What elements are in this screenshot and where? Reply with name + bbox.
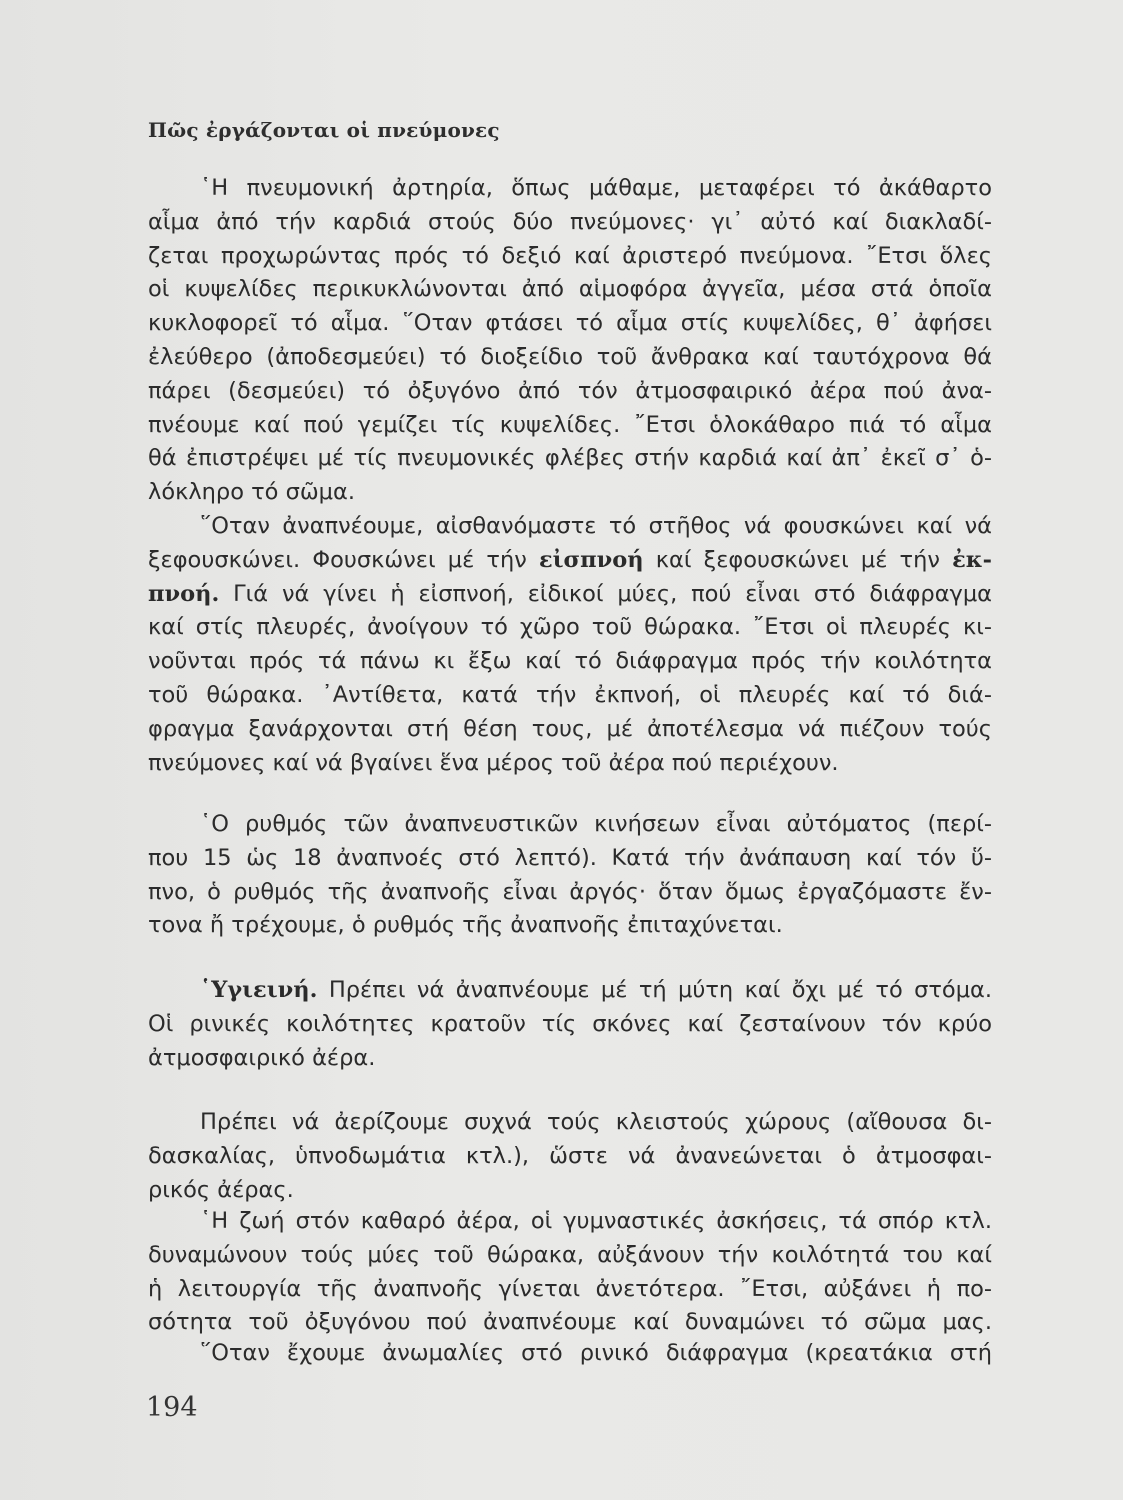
text-line: τοῦ θώρακα. ᾿Αντίθετα, κατά τήν ἐκπνοή, οἱ πλευρές καί τό διά- xyxy=(148,681,992,708)
text-line: ῞Οταν ἀναπνέουμε, αἰσθανόμαστε τό στῆθος νά φουσκώνει καί νά xyxy=(200,513,992,539)
text-line: πνο, ὁ ρυθμός τῆς ἀναπνοῆς εἶναι ἀργός· ὅταν ὅμως ἐργαζόμαστε ἔν- xyxy=(148,878,992,905)
term-exhalation-part2: πνοή. xyxy=(148,580,220,607)
text-line: ἐλεύθερο (ἀποδεσμεύει) τό διοξείδιο τοῦ ἄνθρακα καί ταυτόχρονα θά xyxy=(148,343,992,370)
text-line: φραγμα ξανάρχονται στή θέση τους, μέ ἀποτέλεσμα νά πιέζουν τούς xyxy=(148,715,992,742)
text-line: οἱ κυψελίδες περικυκλώνονται ἀπό αἱμοφόρα ἀγγεῖα, μέσα στά ὁποῖα xyxy=(148,276,992,303)
term-hygiene: ῾Υγιεινή. xyxy=(200,977,318,1003)
text-line: ῞Οταν ἔχουμε ἀνωμαλίες στό ρινικό διάφραγμα (κρεατάκια στή xyxy=(200,1340,992,1366)
text-line xyxy=(148,578,992,612)
paragraph-ventilation xyxy=(148,1106,992,1207)
section-heading: Πῶς ἐργάζονται οἱ πνεύμονες xyxy=(148,118,500,142)
term-inhalation: εἰσπνοή xyxy=(538,546,644,573)
text-line: πνέουμε καί πού γεμίζει τίς κυψελίδες. ῎Ετσι ὁλοκάθαρο πιά τό αἷμα xyxy=(148,411,992,438)
text-line: δασκαλίας, ὑπνοδωμάτια κτλ.), ὥστε νά ἀνανεώνεται ὁ ἀτμοσφαι- xyxy=(148,1142,992,1169)
text-line: θά ἐπιστρέψει μέ τίς πνευμονικές φλέβες στήν καρδιά καί ἀπ᾿ ἐκεῖ σ᾿ ὁ- xyxy=(148,445,992,472)
paragraph-pulmonary-artery xyxy=(148,172,992,510)
text-line xyxy=(148,974,992,1008)
paragraph-rhythm xyxy=(148,808,992,943)
text-line: ἀτμοσφαιρικό ἀέρα. xyxy=(148,1044,376,1071)
text-line: ῾Ο ρυθμός τῶν ἀναπνευστικῶν κινήσεων εἶναι αὐτόματος (περί- xyxy=(200,811,992,837)
paragraph-hygiene xyxy=(148,974,992,1075)
page-number: 194 xyxy=(146,1392,198,1423)
text-line: ρικός ἀέρας. xyxy=(148,1176,294,1203)
term-exhalation-part1: ἐκ- xyxy=(952,546,992,573)
text-line: που 15 ὡς 18 ἀναπνοές στό λεπτό). Κατά τήν ἀνάπαυση καί τόν ὕ- xyxy=(148,844,992,871)
text-line: ἡ λειτουργία τῆς ἀναπνοῆς γίνεται ἀνετότερα. ῎Ετσι, αὐξάνει ἡ πο- xyxy=(148,1275,992,1302)
text-line: ῾Η ζωή στόν καθαρό ἀέρα, οἱ γυμναστικές ἀσκήσεις, τά σπόρ κτλ. xyxy=(200,1208,992,1234)
text-line: Πρέπει νά ἀερίζουμε συχνά τούς κλειστούς χώρους (αἴθουσα δι- xyxy=(200,1109,992,1135)
text-segment: Πρέπει νά ἀναπνέουμε μέ τή μύτη καί ὄχι μέ τό στόμα. xyxy=(317,977,992,1003)
text-line: ζεται προχωρώντας πρός τό δεξιό καί ἀριστερό πνεύμονα. ῎Ετσι ὅλες xyxy=(148,242,992,269)
paragraph-breathing xyxy=(148,510,992,780)
text-line: σότητα τοῦ ὀξυγόνου πού ἀναπνέουμε καί δυναμώνει τό σῶμα μας. xyxy=(148,1309,992,1336)
paragraph-fresh-air xyxy=(148,1205,992,1340)
text-segment: καί ξεφουσκώνει μέ τήν xyxy=(643,546,953,573)
text-segment: Γιά νά γίνει ἡ εἰσπνοή, εἰδικοί μύες, πού εἶναι στό διάφραγμα xyxy=(219,580,992,607)
text-line: πάρει (δεσμεύει) τό ὀξυγόνο ἀπό τόν ἀτμοσφαιρικό ἀέρα πού ἀνα- xyxy=(148,377,992,404)
text-line: νοῦνται πρός τά πάνω κι ἔξω καί τό διάφραγμα πρός τήν κοιλότητα xyxy=(148,648,992,675)
text-line: τονα ἤ τρέχουμε, ὁ ρυθμός τῆς ἀναπνοῆς ἐπιταχύνεται. xyxy=(148,912,783,939)
text-line: ῾Η πνευμονική ἀρτηρία, ὅπως μάθαμε, μεταφέρει τό ἀκάθαρτο xyxy=(200,175,992,201)
text-line: Οἱ ρινικές κοιλότητες κρατοῦν τίς σκόνες καί ζεσταίνουν τόν κρύο xyxy=(148,1010,992,1037)
text-line: λόκληρο τό σῶμα. xyxy=(148,479,355,506)
text-line: αἷμα ἀπό τήν καρδιά στούς δύο πνεύμονες· γι᾿ αὐτό καί διακλαδί- xyxy=(148,208,992,235)
text-line: δυναμώνουν τούς μύες τοῦ θώρακα, αὐξάνουν τήν κοιλότητά του καί xyxy=(148,1241,992,1268)
text-segment: ξεφουσκώνει. Φουσκώνει μέ τήν xyxy=(148,546,539,573)
text-line xyxy=(148,544,992,578)
text-line: καί στίς πλευρές, ἀνοίγουν τό χῶρο τοῦ θώρακα. ῎Ετσι οἱ πλευρές κι- xyxy=(148,614,992,641)
text-line: πνεύμονες καί νά βγαίνει ἕνα μέρος τοῦ ἀέρα πού περιέχουν. xyxy=(148,749,839,776)
paragraph-nasal-anomalies xyxy=(148,1337,992,1371)
text-line: κυκλοφορεῖ τό αἷμα. ῞Οταν φτάσει τό αἷμα στίς κυψελίδες, θ᾿ ἀφήσει xyxy=(148,310,992,337)
